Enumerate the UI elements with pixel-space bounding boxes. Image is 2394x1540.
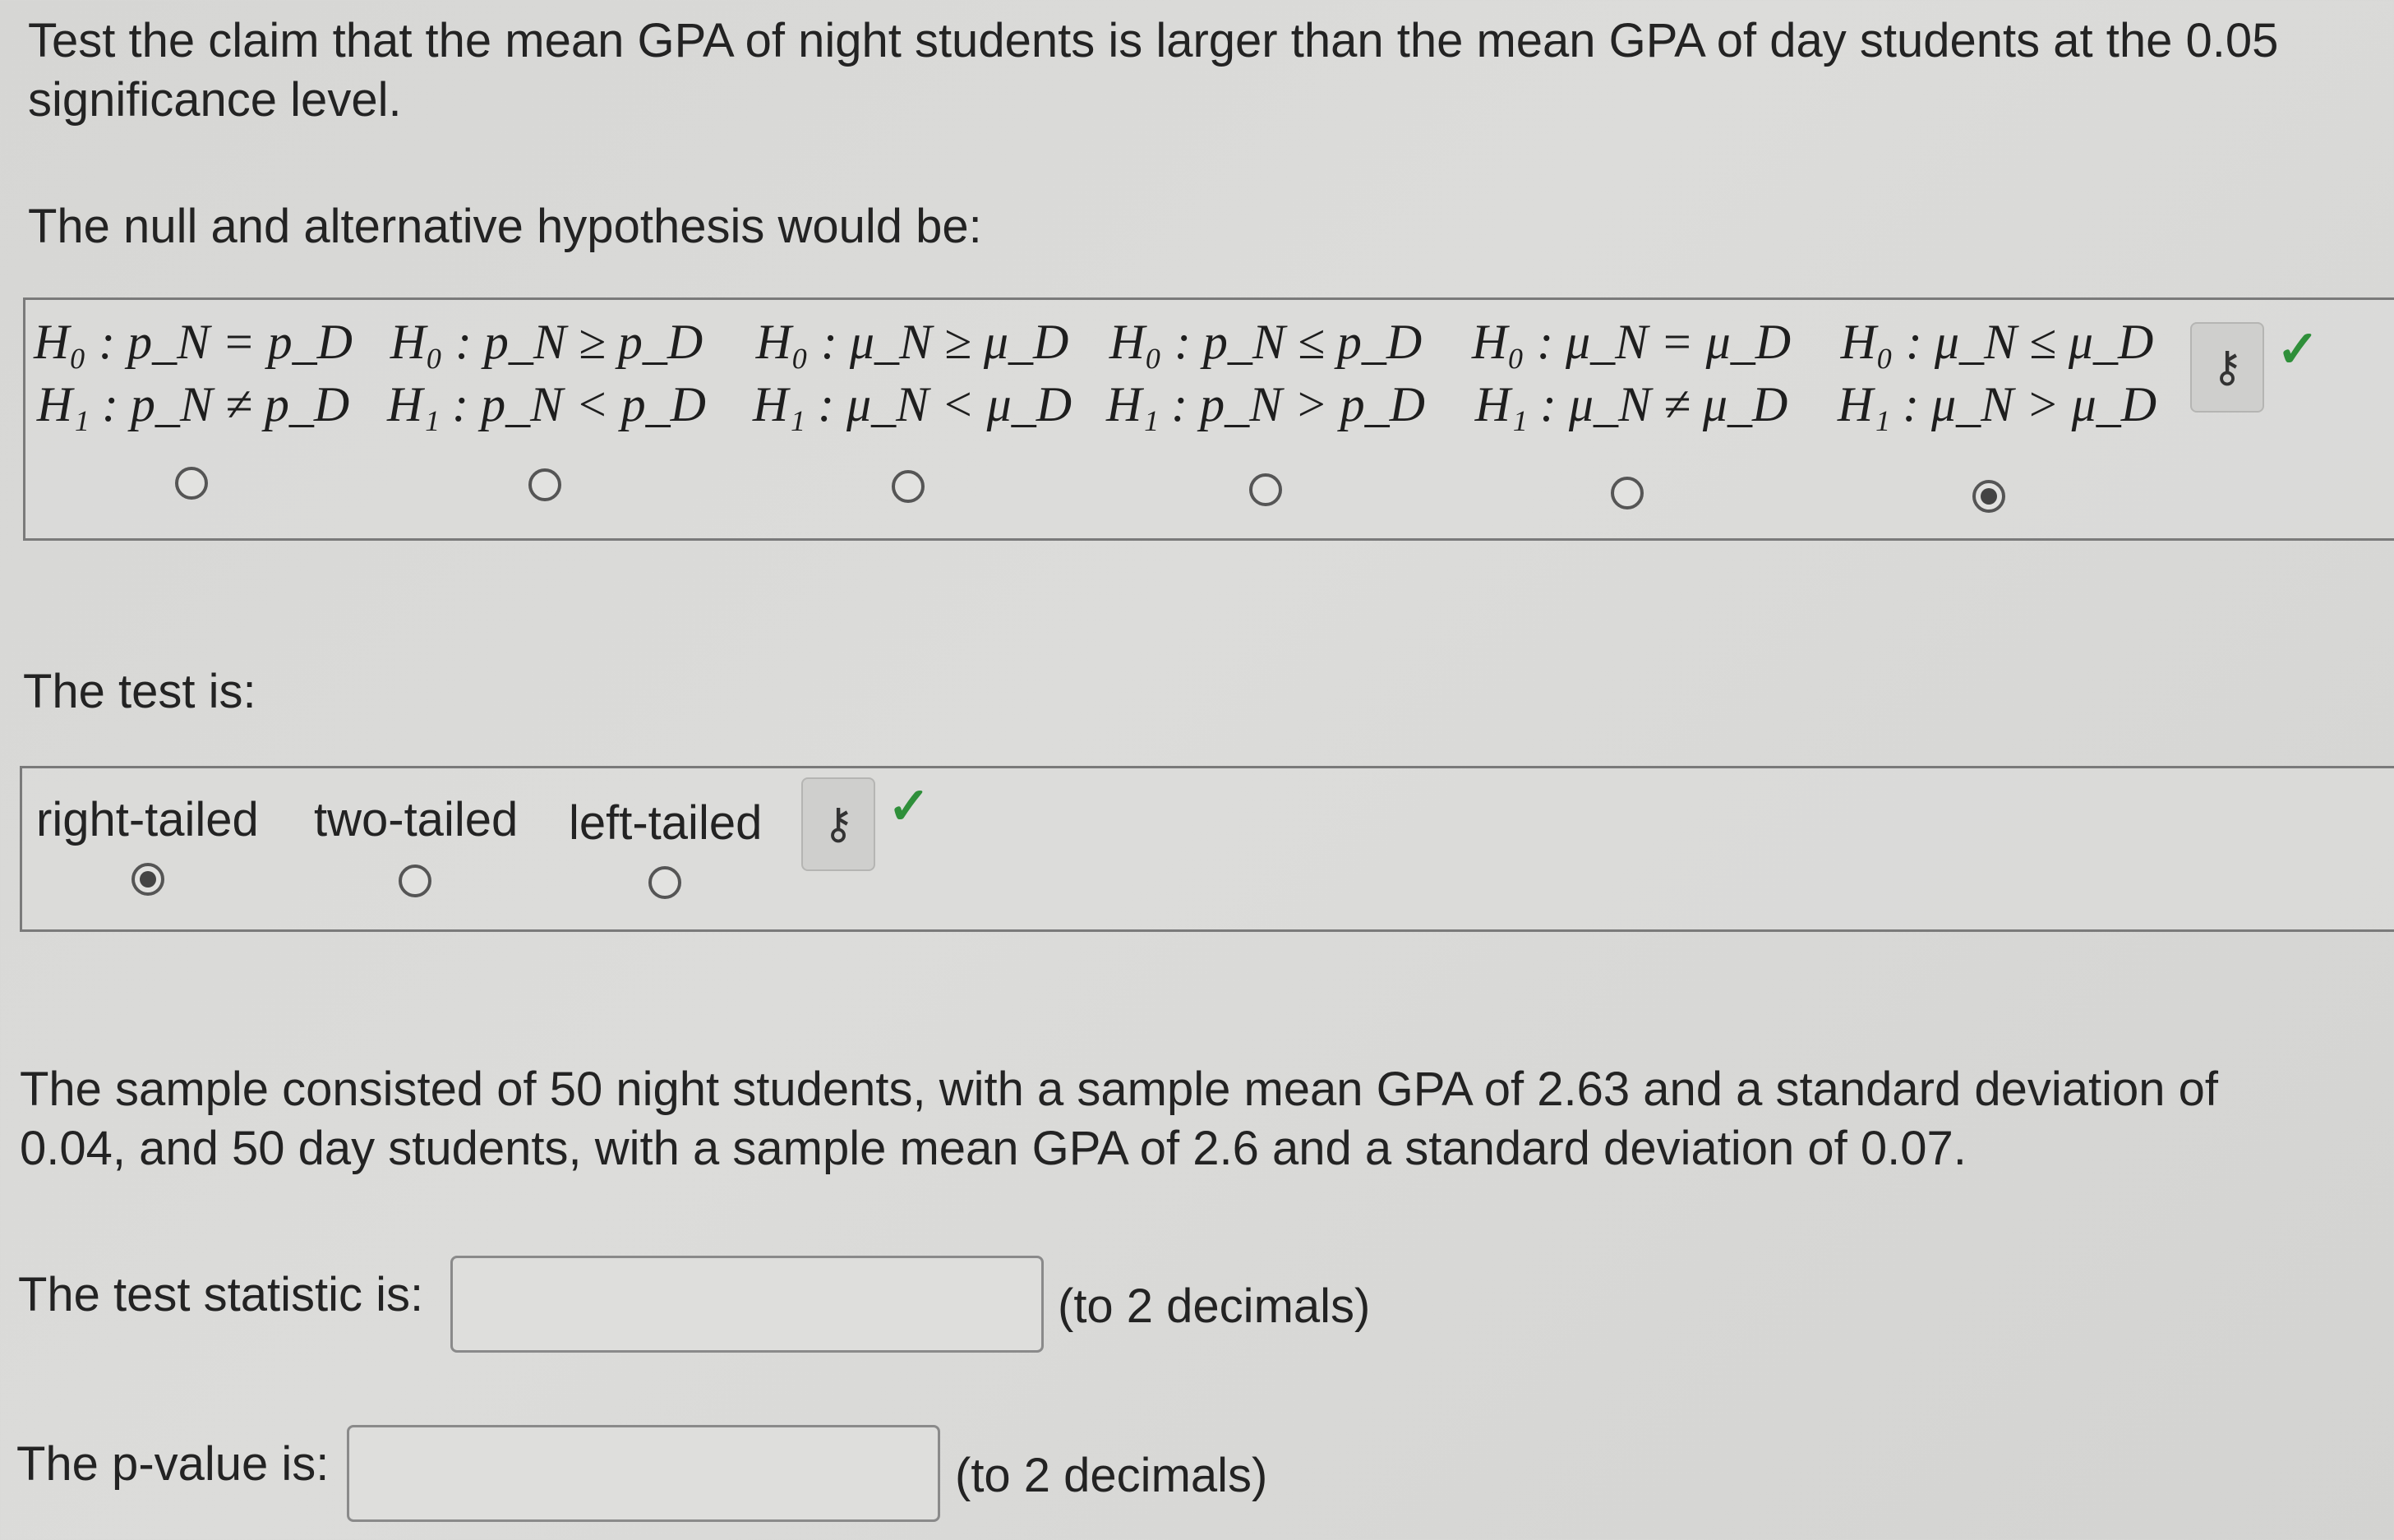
hypothesis-radio-4[interactable]: [1249, 473, 1282, 506]
test-type-radio-left[interactable]: [648, 866, 681, 899]
hypothesis-option-1[interactable]: [33, 311, 353, 436]
test-type-option-right-tailed[interactable]: right-tailed: [36, 793, 259, 846]
hypothesis-option-3[interactable]: [744, 311, 1081, 436]
question-line-2: significance level.: [28, 73, 402, 127]
question-line-1: Test the claim that the mean GPA of night students is larger than the mean GPA of day students at the 0.05: [28, 14, 2279, 67]
key-icon: ⚷: [2211, 344, 2244, 391]
hypothesis-h1: H₁ : μ_N < μ_D: [752, 377, 1072, 431]
hypothesis-radio-5[interactable]: [1611, 477, 1644, 509]
test-type-radio-two[interactable]: [399, 865, 431, 897]
test-type-option-left-tailed[interactable]: left-tailed: [569, 796, 763, 850]
hypothesis-radio-1[interactable]: [175, 467, 208, 500]
hypothesis-option-5[interactable]: [1463, 311, 1800, 436]
hypothesis-radio-6[interactable]: [1972, 480, 2005, 513]
sample-line-1: The sample consisted of 50 night students, with a sample mean GPA of 2.63 and a standard deviation of: [20, 1063, 2218, 1116]
sample-description: [20, 1060, 2218, 1178]
test-statistic-label: The test statistic is:: [18, 1268, 424, 1321]
question-text: [28, 12, 2278, 130]
hypothesis-h1: H₁ : p_N < p_D: [386, 377, 706, 431]
hypothesis-h0: H₀ : μ_N ≤ μ_D: [1840, 315, 2154, 369]
hypothesis-radio-3[interactable]: [892, 470, 925, 503]
key-icon: ⚷: [822, 800, 855, 848]
hypothesis-h1: H₁ : p_N > p_D: [1105, 377, 1425, 431]
hypothesis-option-2[interactable]: [386, 311, 707, 436]
test-type-option-two-tailed[interactable]: two-tailed: [314, 793, 519, 846]
p-value-input[interactable]: [347, 1425, 940, 1522]
hypothesis-h1: H₁ : μ_N > μ_D: [1837, 377, 2157, 431]
sample-line-2: 0.04, and 50 day students, with a sample mean GPA of 2.6 and a standard deviation of 0.07.: [20, 1122, 1967, 1175]
hypothesis-radio-2[interactable]: [528, 468, 561, 501]
hypothesis-option-6[interactable]: [1829, 311, 2166, 436]
hypothesis-h0: H₀ : p_N = p_D: [33, 315, 353, 369]
hypothesis-h0: H₀ : μ_N = μ_D: [1471, 315, 1792, 369]
test-type-prompt: The test is:: [23, 665, 256, 718]
hypothesis-key-button[interactable]: [2190, 322, 2264, 413]
hypothesis-option-4[interactable]: [1101, 311, 1430, 436]
test-statistic-hint: (to 2 decimals): [1058, 1279, 1371, 1333]
hypothesis-prompt: The null and alternative hypothesis would be:: [28, 200, 982, 253]
hypothesis-h0: H₀ : p_N ≤ p_D: [1109, 315, 1423, 369]
hypothesis-h0: H₀ : μ_N ≥ μ_D: [755, 315, 1069, 369]
p-value-hint: (to 2 decimals): [955, 1449, 1268, 1502]
hypothesis-h1: H₁ : p_N ≠ p_D: [36, 377, 350, 431]
test-statistic-input[interactable]: [450, 1256, 1044, 1353]
hypothesis-h1: H₁ : μ_N ≠ μ_D: [1474, 377, 1788, 431]
check-icon: ✓: [2276, 321, 2319, 378]
test-type-radio-right[interactable]: [131, 863, 164, 896]
hypothesis-h0: H₀ : p_N ≥ p_D: [390, 315, 703, 369]
test-type-key-button[interactable]: [801, 777, 875, 871]
check-icon: ✓: [888, 778, 930, 835]
p-value-label: The p-value is:: [16, 1437, 330, 1491]
